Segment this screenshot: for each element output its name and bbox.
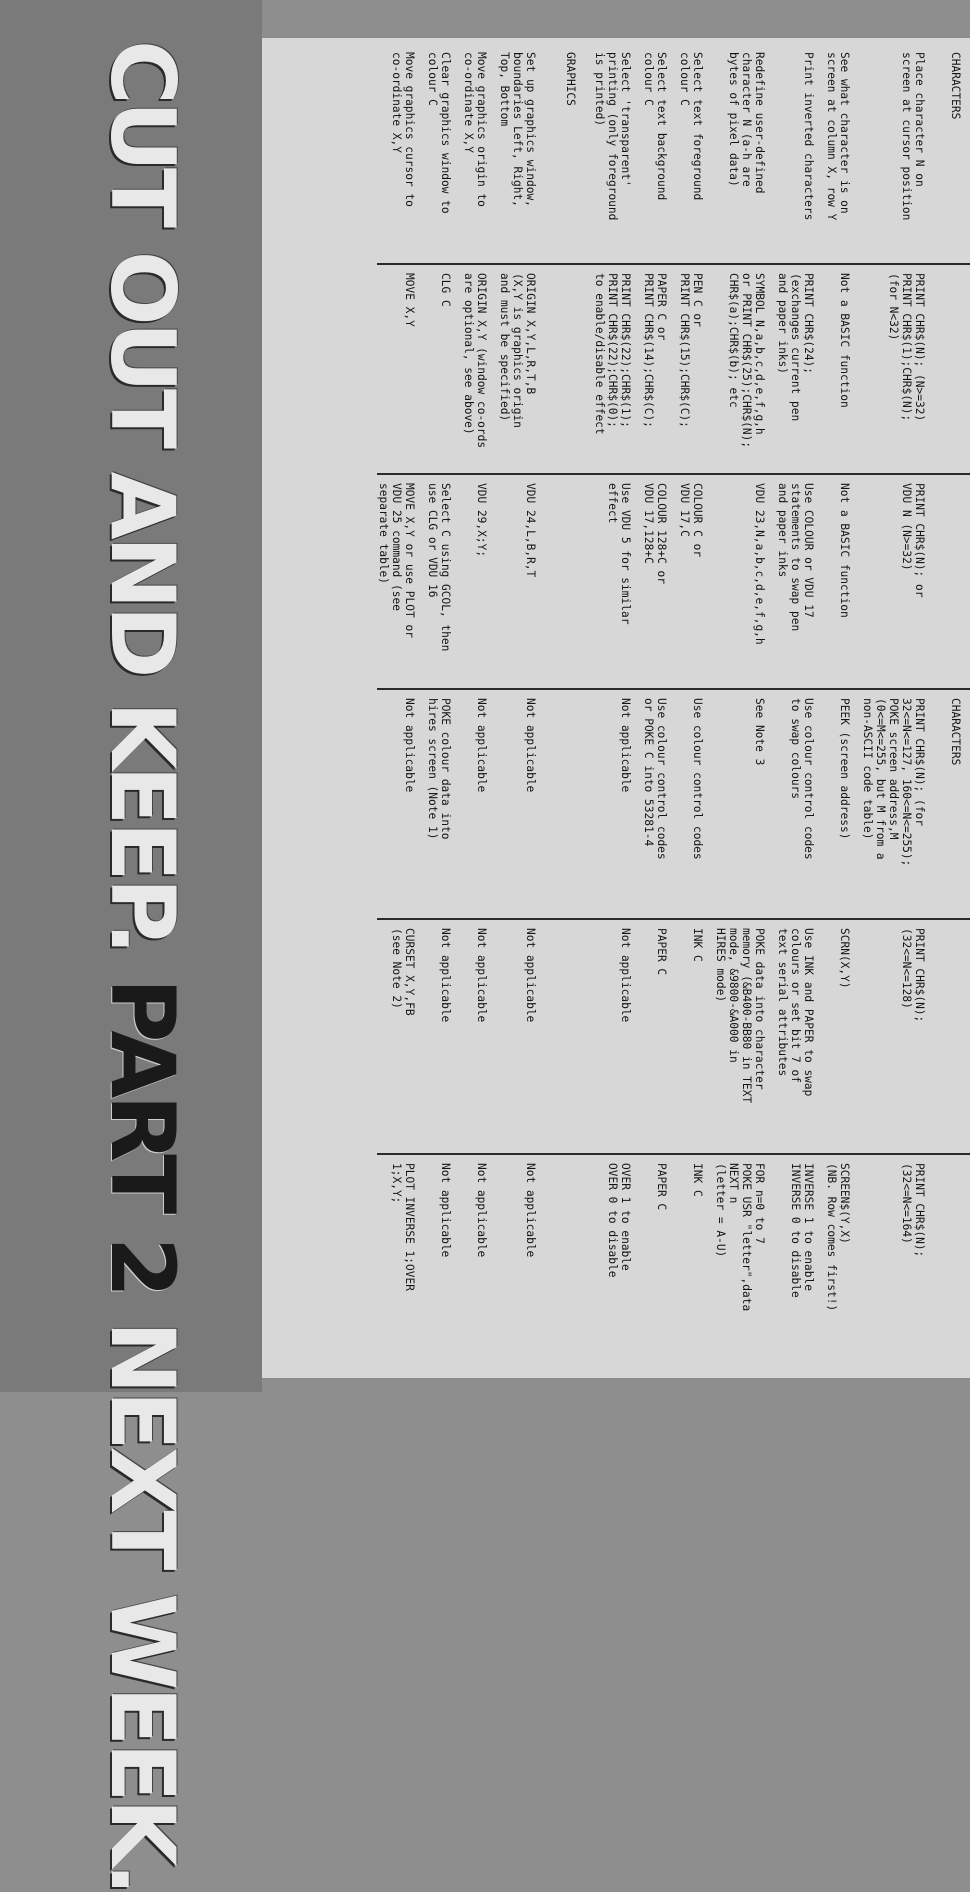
column-header	[936, 919, 970, 1154]
table-row	[462, 44, 498, 1374]
table-row	[714, 44, 776, 1374]
table-cell: Use colour control codes	[678, 689, 714, 919]
table-cell: Not applicable	[498, 689, 547, 919]
table-cell: PAPER C	[642, 919, 678, 1154]
table-cell: Use COLOUR or VDU 17 statements to swap pen and paper inks	[776, 474, 825, 689]
table-row	[678, 44, 714, 1374]
table-cell: Not applicable	[475, 1163, 488, 1258]
table-row	[377, 44, 426, 1374]
table-cell: COLOUR C or VDU 17,C	[678, 474, 714, 689]
table-cell	[547, 264, 593, 474]
table-cell: Not a BASIC function	[825, 264, 861, 474]
table-cell: Place character N on screen at cursor position	[861, 44, 936, 264]
table-row	[825, 44, 861, 1374]
headline-part-2: PART 2	[91, 951, 194, 1295]
table-cell: See Note 3	[714, 689, 776, 919]
table-cell: PLOT INVERSE 1;OVER 1;X,Y;	[390, 1163, 416, 1291]
table-cell: INVERSE 1 to enable INVERSE 0 to disable	[789, 1163, 815, 1298]
left-strip	[0, 0, 262, 1892]
table-cell: POKE data into character memory (&B400-BB80 in TEXT mode, &9800-&A000 in HIRES mode)	[714, 919, 776, 1154]
table-cell: Not applicable	[498, 919, 547, 1154]
table-cell: ORIGIN X,Y,L,R,T,B (X,Y is graphics origin and must be specified)	[498, 264, 547, 474]
table-cell: VDU 29,X;Y;	[462, 474, 498, 689]
table-cell: Select text background colour C	[642, 44, 678, 264]
table-cell: Not applicable	[377, 689, 426, 919]
table-cell: Use colour control codes to swap colours	[776, 689, 825, 919]
table-cell: INK C	[691, 1163, 704, 1197]
table-cell: See what character is on screen at column X, row Y	[825, 44, 861, 264]
table-cell: SYMBOL N,a,b,c,d,e,f,g,h or PRINT CHR$(25);CHR$(N); CHR$(a);CHR$(b); etc	[714, 264, 776, 474]
table-cell	[547, 474, 593, 689]
column-header	[936, 264, 970, 474]
headline-cut-out: CUT OUT AND KEEP.	[91, 40, 194, 952]
headline	[91, 40, 194, 1892]
table-cell: Select text foreground colour C	[678, 44, 714, 264]
table-cell: Not applicable	[426, 919, 462, 1154]
column-header: CHARACTERS	[936, 44, 970, 264]
table-cell: PEN C or PRINT CHR$(15);CHR$(C);	[678, 264, 714, 474]
table-cell: POKE colour data into hires screen (Note 1)	[426, 689, 462, 919]
headline-next-week: NEXT WEEK.	[91, 1294, 194, 1892]
table-cell: Clear graphics window to colour C	[426, 44, 462, 264]
table-cell: Move graphics cursor to co-ordinate X,Y	[377, 44, 426, 264]
table-cell: COLOUR 128+C or VDU 17,128+C	[642, 474, 678, 689]
table-cell: ORIGIN X,Y (window co-ords are optional, see above)	[462, 264, 498, 474]
table-cell: MOVE X,Y or use PLOT or VDU 25 command (see separate table)	[377, 474, 426, 689]
table-row	[776, 44, 825, 1374]
table-cell: PAPER C	[655, 1163, 668, 1211]
table-cell: FOR n=0 to 7 POKE USR "letter",data NEXT n (letter = A-U)	[714, 1163, 766, 1312]
table-cell: OVER 1 to enable OVER 0 to disable	[606, 1163, 632, 1278]
table-cell: Use colour control codes or POKE C into 53281-4	[642, 689, 678, 919]
table-cell: Use INK and PAPER to swap colours or set bit 7 of text serial attributes	[776, 919, 825, 1154]
table-cell: PRINT CHR$(N); (32<=N<=164)	[900, 1163, 926, 1258]
table-cell: PEEK (screen address)	[825, 689, 861, 919]
table-cell: Set up graphics window, boundaries Left, Right, Top, Bottom	[498, 44, 547, 264]
section-label: GRAPHICS	[547, 44, 593, 264]
column-header	[936, 1154, 970, 1374]
table-cell	[547, 1154, 593, 1374]
basic-commands-table	[377, 44, 970, 1374]
table-cell: CURSET X,Y,FB (see Note 2)	[377, 919, 426, 1154]
table-header-row	[936, 44, 970, 1374]
table-cell: Print inverted characters	[776, 44, 825, 264]
table-cell: SCREEN$(Y,X) (NB. Row comes first!)	[825, 1163, 851, 1312]
table-cell: Not applicable	[439, 1163, 452, 1258]
table-row	[593, 44, 642, 1374]
reference-table-page	[262, 38, 970, 1378]
table-cell: Redefine user-defined character N (a-h are bytes of pixel data)	[714, 44, 776, 264]
table-cell: Not applicable	[462, 689, 498, 919]
table-cell: PRINT CHR$(N); or VDU N (N>=32)	[861, 474, 936, 689]
table-cell: PRINT CHR$(24); (exchanges current pen and paper inks)	[776, 264, 825, 474]
table-row	[642, 44, 678, 1374]
column-header	[936, 474, 970, 689]
table-cell: Not applicable	[524, 1163, 537, 1258]
table-cell: Move graphics origin to co-ordinate X,Y	[462, 44, 498, 264]
table-cell	[547, 689, 593, 919]
table-cell: VDU 24,L,B,R,T	[498, 474, 547, 689]
table-cell: SCRN(X,Y)	[825, 919, 861, 1154]
table-cell: PRINT CHR$(22);CHR$(1); PRINT CHR$(22);CHR$(0); to enable/disable effect	[593, 264, 642, 474]
table-row	[498, 44, 547, 1374]
column-header: CHARACTERS	[936, 689, 970, 919]
table-cell	[547, 919, 593, 1154]
table-cell: MOVE X,Y	[377, 264, 426, 474]
table-cell: PAPER C or PRINT CHR$(14);CHR$(C);	[642, 264, 678, 474]
table-cell: PRINT CHR$(N); (32<=N<=128)	[861, 919, 936, 1154]
table-cell: Select C using GCOL, then use CLG or VDU 16	[426, 474, 462, 689]
table-row	[861, 44, 936, 1374]
section-row-graphics	[547, 44, 593, 1374]
table-cell: Not a BASIC function	[825, 474, 861, 689]
table-cell: INK C	[678, 919, 714, 1154]
table-cell: Use VDU 5 for similar effect	[593, 474, 642, 689]
rotated-table-container	[262, 38, 970, 1378]
table-cell: PRINT CHR$(N); (for 32<=N<=127, 160<=N<=255); POKE screen address,M (0<=M<=255, but M from a non-ASCII code table)	[861, 689, 936, 919]
table-cell: CLG C	[426, 264, 462, 474]
table-row	[426, 44, 462, 1374]
table-cell: Not applicable	[593, 689, 642, 919]
table-cell: Select 'transparent' printing (only foreground is printed)	[593, 44, 642, 264]
table-cell: VDU 23,N,a,b,c,d,e,f,g,h	[714, 474, 776, 689]
table-cell: PRINT CHR$(N); (N>=32) PRINT CHR$(1);CHR$(N); (for N<32)	[861, 264, 936, 474]
table-cell: Not applicable	[462, 919, 498, 1154]
table-cell: Not applicable	[593, 919, 642, 1154]
